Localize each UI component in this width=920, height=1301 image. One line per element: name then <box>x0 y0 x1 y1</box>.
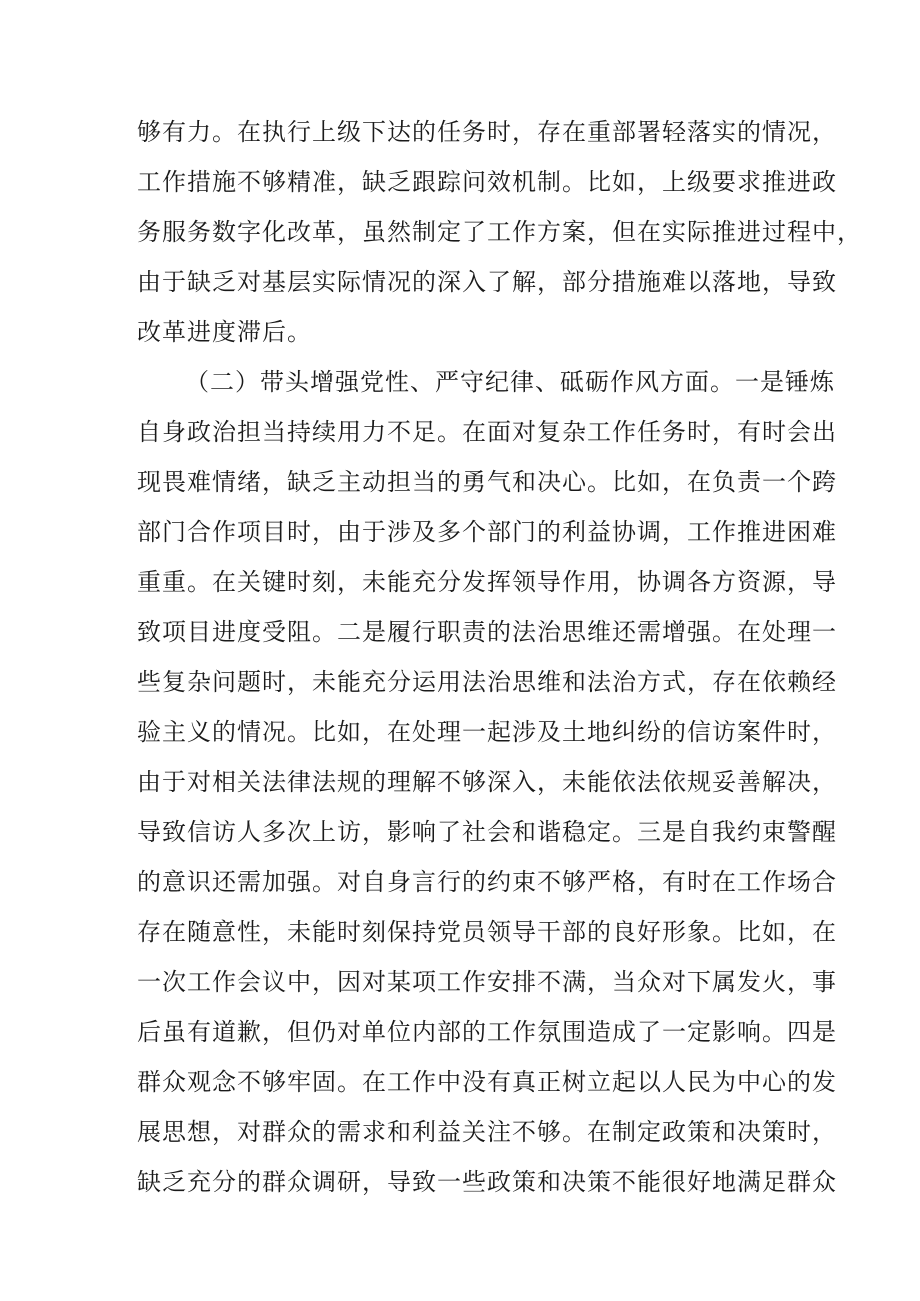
paragraph-line: 改革进度滞后。 <box>137 318 312 346</box>
paragraph-line: 务服务数字化改革，虽然制定了工作方案，但在实际推进过程中， <box>137 218 862 246</box>
paragraph-line: 存在随意性，未能时刻保持党员领导干部的良好形象。比如，在 <box>137 918 837 946</box>
paragraph-line: 的意识还需加强。对自身言行的约束不够严格，有时在工作场合 <box>137 868 837 896</box>
section-heading-line: （二）带头增强党性、严守纪律、砥砺作风方面。一是锤炼 <box>185 368 835 396</box>
paragraph-line: 重重。在关键时刻，未能充分发挥领导作用，协调各方资源，导 <box>137 568 837 596</box>
paragraph-line: 由于缺乏对基层实际情况的深入了解，部分措施难以落地，导致 <box>137 268 837 296</box>
paragraph-line: 现畏难情绪，缺乏主动担当的勇气和决心。比如，在负责一个跨 <box>137 468 837 496</box>
paragraph-line: 够有力。在执行上级下达的任务时，存在重部署轻落实的情况， <box>137 118 837 146</box>
paragraph-line: 由于对相关法律法规的理解不够深入，未能依法依规妥善解决， <box>137 768 837 796</box>
paragraph-line: 缺乏充分的群众调研，导致一些政策和决策不能很好地满足群众 <box>137 1168 837 1196</box>
paragraph-line: 展思想，对群众的需求和利益关注不够。在制定政策和决策时， <box>137 1118 837 1146</box>
paragraph-line: 些复杂问题时，未能充分运用法治思维和法治方式，存在依赖经 <box>137 668 837 696</box>
paragraph-line: 一次工作会议中，因对某项工作安排不满，当众对下属发火，事 <box>137 968 837 996</box>
paragraph-1 <box>137 107 862 357</box>
paragraph-line: 验主义的情况。比如，在处理一起涉及土地纠纷的信访案件时， <box>137 718 837 746</box>
paragraph-line: 部门合作项目时，由于涉及多个部门的利益协调，工作推进困难 <box>137 518 837 546</box>
paragraph-line: 自身政治担当持续用力不足。在面对复杂工作任务时，有时会出 <box>137 418 837 446</box>
paragraph-2 <box>137 357 837 1207</box>
paragraph-line: 导致信访人多次上访，影响了社会和谐稳定。三是自我约束警醒 <box>137 818 837 846</box>
paragraph-line: 工作措施不够精准，缺乏跟踪问效机制。比如，上级要求推进政 <box>137 168 837 196</box>
paragraph-line: 后虽有道歉，但仍对单位内部的工作氛围造成了一定影响。四是 <box>137 1018 837 1046</box>
paragraph-line: 致项目进度受阻。二是履行职责的法治思维还需增强。在处理一 <box>137 618 837 646</box>
paragraph-line: 群众观念不够牢固。在工作中没有真正树立起以人民为中心的发 <box>137 1068 837 1096</box>
